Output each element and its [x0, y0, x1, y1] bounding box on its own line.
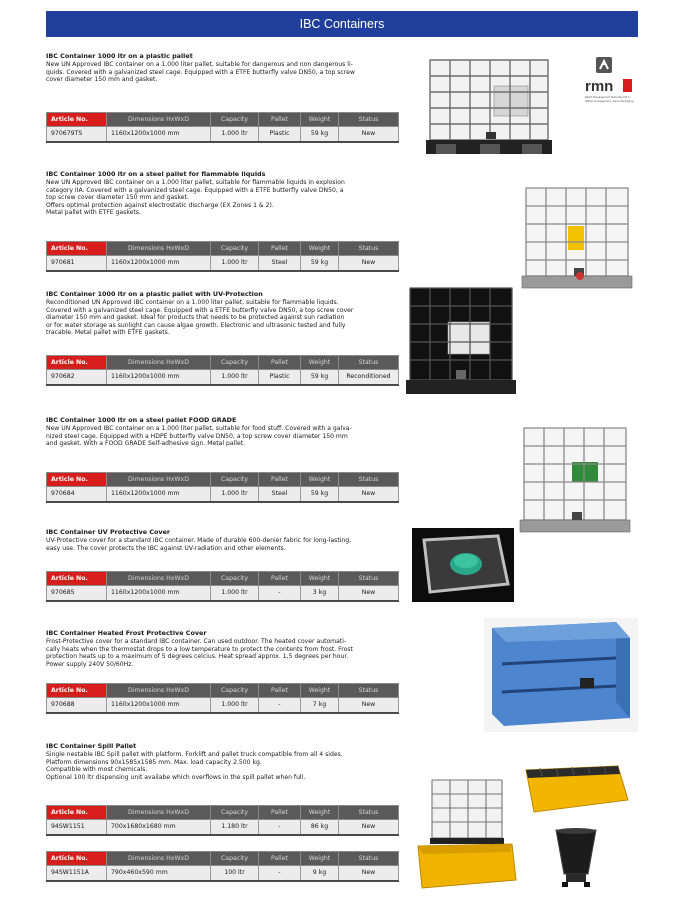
- col-capacity: Capacity: [211, 113, 259, 127]
- table-row: 94SW1151A 790x460x590 mm 100 ltr - 9 kg New: [47, 866, 399, 881]
- product-uv-cover: [46, 528, 398, 552]
- table-row: 970688 1160x1200x1000 mm 1.000 ltr - 7 kg New: [47, 698, 399, 713]
- product-uv-protection: [46, 290, 398, 337]
- product-spill-pallet: [46, 742, 398, 781]
- table-row: 970685 1160x1200x1000 mm 1.000 ltr - 3 kg New: [47, 586, 399, 601]
- col-pallet: Pallet: [259, 113, 301, 127]
- product-description: New UN Approved IBC container on a 1.000 liter pallet, suitable for food stuff. Covered with a galva- nized steel cage. Equipped with a HDPE butterfly valve DN50, a top screw cover diameter 150 mm and gasket. With a FOOD GRADE Self-adhesive sign. Metal pallet.: [46, 425, 352, 448]
- spec-table: Article No. Dimensions HxWxD Capacity Pallet Weight Status 970682 1160x1200x1000 mm 1.000 ltr Plastic 59 kg Reconditioned: [46, 355, 399, 386]
- table-row: 970682 1160x1200x1000 mm 1.000 ltr Plastic 59 kg Reconditioned: [47, 370, 399, 385]
- product-description: New UN Approved IBC container on a 1.000 liter pallet, suitable for flammable liquids in explosion category IIA. Covered with a galvanized steel cage. Equipped with a ETFE butterfly valve DN50, a top screw cover diameter 150 mm and gasket. Offers optimal protection against electrostatic discharge (EX Zones 1 & 2). Metal pallet with ETFE gaskets.: [46, 179, 345, 217]
- frost-cover-image: [484, 618, 638, 732]
- product-description: Frost-Protective cover for a standard IBC container. Can used outdoor. The heated cover automati- cally heats when the thermostat drops to a low temperature to protect the contents from frost. Frost protection heats up to a maximum of 5 degrees celcius. Heat spread approx. 1,5 degrees per hour. Power supply 240V 50/60Hz.: [46, 638, 353, 668]
- spec-table: Article No. Dimensions HxWxD Capacity Pallet Weight Status 970684 1160x1200x1000 mm 1.000 ltr Steel 59 kg New: [46, 472, 399, 503]
- product-description: UV-Protective cover for a standard IBC container. Made of durable 600-denier fabric for long-lasting, easy use. The cover protects the IBC against UV-radiation and other elements.: [46, 537, 352, 552]
- spill-pallet-ibc-image: [414, 776, 518, 892]
- ibc-plastic-pallet-image: [424, 52, 554, 162]
- product-frost-cover: [46, 629, 398, 668]
- product-title: IBC Container 1000 ltr on a plastic pallet with UV-Protection: [46, 290, 263, 298]
- col-status: Status: [339, 113, 399, 127]
- spill-pallet-image: [520, 760, 630, 818]
- product-title: IBC Container Heated Frost Protective Cover: [46, 629, 207, 637]
- ibc-uv-protection-image: [402, 278, 520, 404]
- col-dimensions: Dimensions HxWxD: [107, 113, 211, 127]
- product-description: New UN Approved IBC container on a 1.000 liter pallet, suitable for dangerous and non dangerous li- quids. Covered with a galvanized steel cage. Equipped with a ETFE butterfly valve DN50, a top screw cover diameter 150 mm and gasket.: [46, 61, 355, 84]
- spec-table: [46, 112, 399, 143]
- spec-table: Article No. Dimensions HxWxD Capacity Pallet Weight Status 94SW1151A 790x460x590 mm 100 ltr - 9 kg New: [46, 851, 399, 882]
- product-steel-flammable: [46, 170, 398, 217]
- product-title: IBC Container 1000 ltr on a steel pallet for flammable liquids: [46, 170, 266, 178]
- ibc-food-grade-image: [516, 418, 634, 542]
- table-row: 94SW1151 700x1680x1680 mm 1.180 ltr - 86 kg New: [47, 820, 399, 835]
- svg-text:Ralph Management Nederland B.V: Ralph Management Nederland B.V.: [585, 96, 631, 99]
- dispensing-unit-image: [552, 826, 600, 888]
- svg-text:rmn: rmn: [585, 78, 614, 95]
- spec-table: Article No. Dimensions HxWxD Capacity Pallet Weight Status 94SW1151 700x1680x1680 mm 1.180 ltr - 86 kg New: [46, 805, 399, 836]
- table-row: 970681 1160x1200x1000 mm 1.000 ltr Steel 59 kg New: [47, 256, 399, 271]
- product-food-grade: [46, 416, 398, 448]
- product-title: IBC Container UV Protective Cover: [46, 528, 171, 536]
- page-title: IBC Containers: [46, 11, 638, 37]
- ibc-steel-flammable-image: [518, 176, 636, 298]
- product-description: Single nestable IBC Spill pallet with platform. Forklift and pallet truck compatible from all 4 sides. Platform dimensions 90x1585x1585 mm. Max. load capacity 2.500 kg. Compatible with most chemicals. Optional 100 ltr dispensing unit availabe which overflows in the spill pallet when full.: [46, 751, 343, 781]
- product-plastic-pallet: [46, 52, 398, 84]
- spec-table: Article No. Dimensions HxWxD Capacity Pallet Weight Status 970685 1160x1200x1000 mm 1.000 ltr - 3 kg New: [46, 571, 399, 602]
- product-title: IBC Container 1000 ltr on a plastic pallet: [46, 52, 193, 60]
- product-description: Reconditioned UN Approved IBC container on a 1.000 liter pallet, suitable for flammable liquids. Covered with a galvanized steel cage. Equipped with a ETFE butterfly valve DN50, a top screw cover diameter 150 mm and gasket. Ideal for products that needs to be protected against sun radiation or for water storage as sunlight can cause algae growth. Electronic and ultrasonic tested and fully tracable. Metal pallet with ETFE gaskets.: [46, 299, 354, 337]
- uv-cover-image: [412, 528, 514, 602]
- table-row: 970684 1160x1200x1000 mm 1.000 ltr Steel 59 kg New: [47, 487, 399, 502]
- col-weight: Weight: [301, 113, 339, 127]
- svg-text:Waste management, Issue Packag: Waste management, Issue Packaging: [585, 100, 634, 103]
- spec-table: Article No. Dimensions HxWxD Capacity Pallet Weight Status 970681 1160x1200x1000 mm 1.000 ltr Steel 59 kg New: [46, 241, 399, 272]
- product-title: IBC Container Spill Pallet: [46, 742, 137, 750]
- rmn-logo: [583, 54, 639, 108]
- product-title: IBC Container 1000 ltr on a steel pallet FOOD GRADE: [46, 416, 237, 424]
- spec-table: Article No. Dimensions HxWxD Capacity Pallet Weight Status 970688 1160x1200x1000 mm 1.000 ltr - 7 kg New: [46, 683, 399, 714]
- table-row: 970679TS 1160x1200x1000 mm 1.000 ltr Plastic 59 kg New: [47, 127, 399, 142]
- col-article: Article No.: [47, 113, 107, 127]
